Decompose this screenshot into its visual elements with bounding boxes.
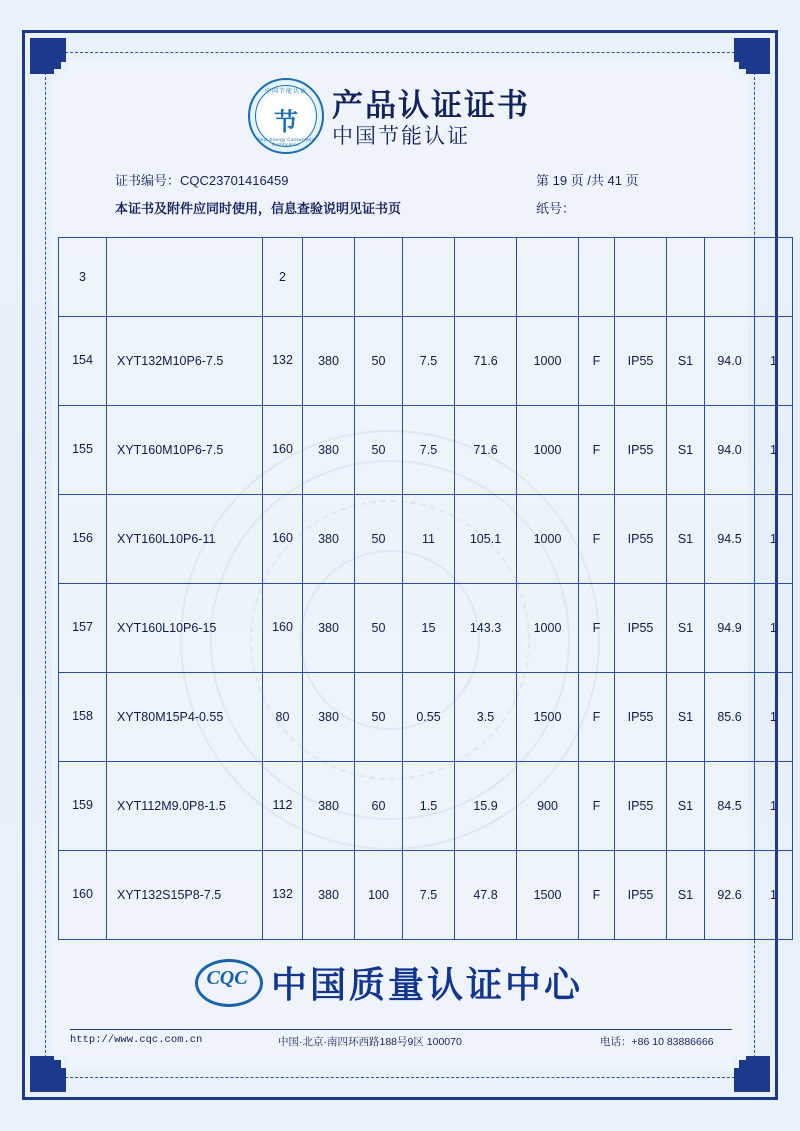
cell-insulation: F bbox=[579, 673, 615, 762]
cell-power: 1.5 bbox=[403, 762, 455, 851]
cell-voltage bbox=[303, 238, 355, 317]
cell-frame: 132 bbox=[263, 317, 303, 406]
cell-protection: IP55 bbox=[615, 495, 667, 584]
cell-frequency: 50 bbox=[355, 406, 403, 495]
cell-voltage: 380 bbox=[303, 673, 355, 762]
cell-model: XYT112M9.0P8-1.5 bbox=[107, 762, 263, 851]
cell-no: 159 bbox=[59, 762, 107, 851]
cell-efficiency: 94.9 bbox=[705, 584, 755, 673]
cell-insulation: F bbox=[579, 584, 615, 673]
cell-no: 157 bbox=[59, 584, 107, 673]
cqc-logo-letters: CQC bbox=[206, 967, 248, 989]
cell-frequency: 50 bbox=[355, 673, 403, 762]
cell-power: 7.5 bbox=[403, 851, 455, 940]
cell-efficiency: 94.0 bbox=[705, 406, 755, 495]
cell-quantity: 1 bbox=[755, 673, 793, 762]
table-row bbox=[59, 762, 793, 851]
cell-duty: S1 bbox=[667, 317, 705, 406]
cqc-footer-logo bbox=[195, 955, 615, 1009]
cell-insulation: F bbox=[579, 317, 615, 406]
cell-insulation bbox=[579, 238, 615, 317]
cell-duty: S1 bbox=[667, 851, 705, 940]
cell-protection: IP55 bbox=[615, 317, 667, 406]
cell-frequency: 50 bbox=[355, 495, 403, 584]
cell-quantity bbox=[755, 238, 793, 317]
seal-top-text: 中国节能认证 bbox=[264, 89, 307, 95]
cell-frequency: 50 bbox=[355, 584, 403, 673]
cell-duty bbox=[667, 238, 705, 317]
cell-efficiency: 85.6 bbox=[705, 673, 755, 762]
cell-current: 47.8 bbox=[455, 851, 517, 940]
cell-speed: 1500 bbox=[517, 851, 579, 940]
cell-efficiency: 94.0 bbox=[705, 317, 755, 406]
cell-duty: S1 bbox=[667, 673, 705, 762]
cell-duty: S1 bbox=[667, 762, 705, 851]
footer-website[interactable]: http://www.cqc.com.cn bbox=[70, 1034, 203, 1046]
cell-efficiency: 94.5 bbox=[705, 495, 755, 584]
cell-no: 158 bbox=[59, 673, 107, 762]
cell-frame: 132 bbox=[263, 851, 303, 940]
cell-efficiency: 92.6 bbox=[705, 851, 755, 940]
cell-insulation: F bbox=[579, 406, 615, 495]
cell-duty: S1 bbox=[667, 584, 705, 673]
cell-model: XYT80M15P4-0.55 bbox=[107, 673, 263, 762]
issuing-organization: 中国质量认证中心 bbox=[271, 965, 584, 1005]
cell-speed: 1500 bbox=[517, 673, 579, 762]
cell-no: 3 bbox=[59, 238, 107, 317]
certificate-header bbox=[52, 72, 748, 162]
footer-address: 中国·北京·南四环西路188号9区 100070 bbox=[278, 1036, 462, 1048]
certificate-number: 证书编号：CQC23701416459 bbox=[115, 173, 289, 188]
cell-power: 15 bbox=[403, 584, 455, 673]
table-row bbox=[59, 406, 793, 495]
cell-frequency: 100 bbox=[355, 851, 403, 940]
cell-voltage: 380 bbox=[303, 762, 355, 851]
cell-quantity: 1 bbox=[755, 495, 793, 584]
cell-voltage: 380 bbox=[303, 584, 355, 673]
cell-speed: 1000 bbox=[517, 495, 579, 584]
cell-frequency: 50 bbox=[355, 317, 403, 406]
cell-power: 7.5 bbox=[403, 317, 455, 406]
cell-current: 71.6 bbox=[455, 317, 517, 406]
cell-current: 15.9 bbox=[455, 762, 517, 851]
cell-current bbox=[455, 238, 517, 317]
cell-current: 71.6 bbox=[455, 406, 517, 495]
cell-current: 143.3 bbox=[455, 584, 517, 673]
cell-frequency: 60 bbox=[355, 762, 403, 851]
corner-dot-bottom-right bbox=[739, 1060, 748, 1069]
cell-frame: 80 bbox=[263, 673, 303, 762]
energy-conservation-seal-icon bbox=[248, 78, 324, 154]
corner-dot-top-right bbox=[739, 60, 748, 69]
cell-no: 156 bbox=[59, 495, 107, 584]
cell-model: XYT160M10P6-7.5 bbox=[107, 406, 263, 495]
cell-protection bbox=[615, 238, 667, 317]
motor-spec-table-wrapper bbox=[58, 237, 777, 940]
table-row bbox=[59, 851, 793, 940]
page-subtitle: 中国节能认证 bbox=[332, 124, 470, 148]
page-number: 第 19 页 /共 41 页 bbox=[536, 173, 639, 188]
cell-frame: 160 bbox=[263, 495, 303, 584]
cell-insulation: F bbox=[579, 762, 615, 851]
cell-protection: IP55 bbox=[615, 673, 667, 762]
cell-voltage: 380 bbox=[303, 495, 355, 584]
cell-power: 11 bbox=[403, 495, 455, 584]
cell-insulation: F bbox=[579, 851, 615, 940]
cell-frame: 2 bbox=[263, 238, 303, 317]
page-title: 产品认证证书 bbox=[332, 88, 530, 123]
cell-power bbox=[403, 238, 455, 317]
cell-duty: S1 bbox=[667, 495, 705, 584]
cell-quantity: 1 bbox=[755, 762, 793, 851]
cell-protection: IP55 bbox=[615, 406, 667, 495]
cell-quantity: 1 bbox=[755, 406, 793, 495]
table-row bbox=[59, 238, 793, 317]
cell-no: 154 bbox=[59, 317, 107, 406]
cell-frame: 160 bbox=[263, 584, 303, 673]
footer-divider bbox=[70, 1029, 732, 1030]
cell-protection: IP55 bbox=[615, 851, 667, 940]
cell-model: XYT160L10P6-11 bbox=[107, 495, 263, 584]
cell-efficiency bbox=[705, 238, 755, 317]
cell-model: XYT132S15P8-7.5 bbox=[107, 851, 263, 940]
motor-spec-table bbox=[58, 237, 793, 940]
table-row bbox=[59, 495, 793, 584]
table-row bbox=[59, 584, 793, 673]
paper-number-label: 纸号： bbox=[536, 201, 576, 216]
cell-no: 160 bbox=[59, 851, 107, 940]
cell-quantity: 1 bbox=[755, 584, 793, 673]
cell-insulation: F bbox=[579, 495, 615, 584]
table-row bbox=[59, 673, 793, 762]
cell-voltage: 380 bbox=[303, 851, 355, 940]
cell-speed: 1000 bbox=[517, 406, 579, 495]
table-row bbox=[59, 317, 793, 406]
cell-model: XYT160L10P6-15 bbox=[107, 584, 263, 673]
cell-frequency bbox=[355, 238, 403, 317]
footer-telephone: 电话：+86 10 83886666 bbox=[600, 1036, 714, 1048]
cell-no: 155 bbox=[59, 406, 107, 495]
seal-bottom-text: China Energy Conservation Certification bbox=[254, 137, 318, 147]
cell-frame: 112 bbox=[263, 762, 303, 851]
cell-model bbox=[107, 238, 263, 317]
cell-quantity: 1 bbox=[755, 317, 793, 406]
usage-notice: 本证书及附件应同时使用，信息查验说明见证书页 bbox=[115, 201, 402, 216]
cell-model: XYT132M10P6-7.5 bbox=[107, 317, 263, 406]
cell-frame: 160 bbox=[263, 406, 303, 495]
cell-speed: 900 bbox=[517, 762, 579, 851]
cell-speed: 1000 bbox=[517, 317, 579, 406]
cell-speed bbox=[517, 238, 579, 317]
corner-dot-bottom-left bbox=[52, 1060, 61, 1069]
cell-power: 7.5 bbox=[403, 406, 455, 495]
cell-voltage: 380 bbox=[303, 406, 355, 495]
cell-quantity: 1 bbox=[755, 851, 793, 940]
corner-dot-top-left bbox=[52, 60, 61, 69]
cell-protection: IP55 bbox=[615, 584, 667, 673]
cell-voltage: 380 bbox=[303, 317, 355, 406]
cell-efficiency: 84.5 bbox=[705, 762, 755, 851]
cell-current: 105.1 bbox=[455, 495, 517, 584]
cell-current: 3.5 bbox=[455, 673, 517, 762]
cell-power: 0.55 bbox=[403, 673, 455, 762]
cqc-logo-icon bbox=[195, 955, 259, 1005]
cell-speed: 1000 bbox=[517, 584, 579, 673]
cell-protection: IP55 bbox=[615, 762, 667, 851]
seal-glyph: 节 bbox=[274, 110, 298, 136]
cell-duty: S1 bbox=[667, 406, 705, 495]
